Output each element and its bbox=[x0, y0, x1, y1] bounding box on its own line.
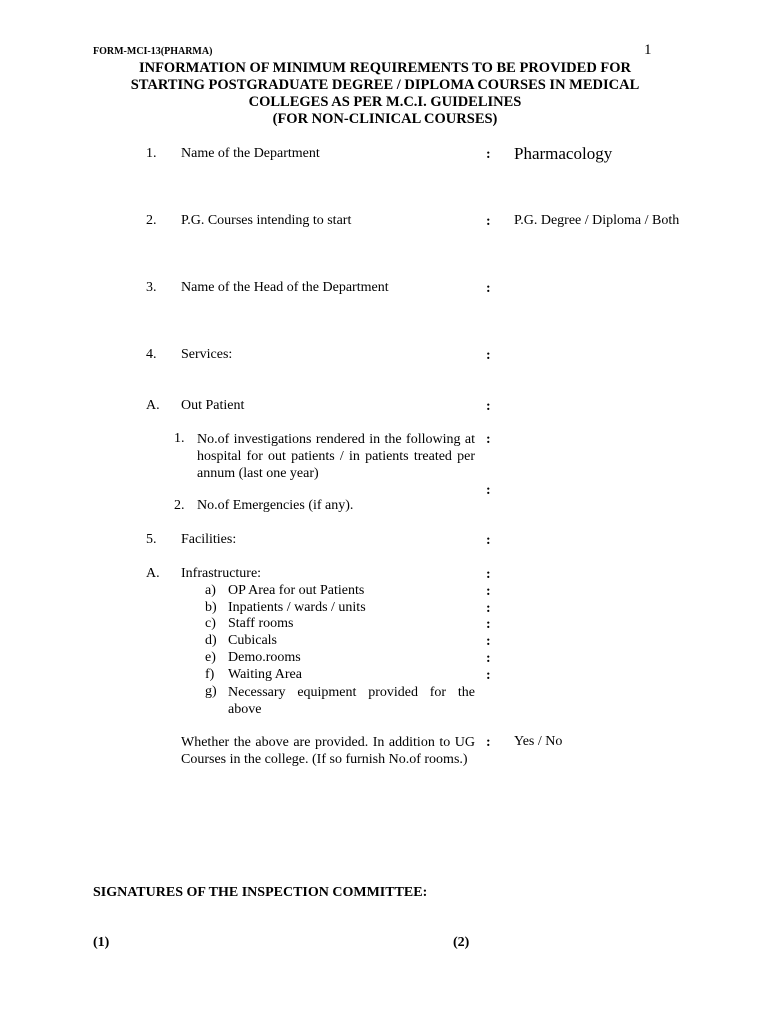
subitem-f-colon: : bbox=[486, 668, 491, 683]
title-line-2: STARTING POSTGRADUATE DEGREE / DIPLOMA COURSES IN MEDICAL bbox=[130, 77, 640, 93]
subitem-c-colon: : bbox=[486, 617, 491, 632]
subitem-c-letter: c) bbox=[205, 616, 216, 631]
investigations-number: 1. bbox=[174, 431, 185, 446]
form-code: FORM-MCI-13(PHARMA) bbox=[93, 46, 213, 57]
facilities-colon: : bbox=[486, 533, 491, 548]
subitem-g-label bbox=[228, 684, 475, 718]
subitem-g-letter: g) bbox=[205, 684, 217, 699]
infrastructure-colon: : bbox=[486, 567, 491, 582]
subitem-a-letter: a) bbox=[205, 583, 216, 598]
section-a-number: A. bbox=[146, 398, 160, 413]
item-4-number: 4. bbox=[146, 347, 157, 362]
item-5-number: 5. bbox=[146, 532, 157, 547]
investigations-colon: : bbox=[486, 432, 491, 447]
item-1-colon: : bbox=[486, 147, 491, 162]
document-title bbox=[80, 60, 690, 128]
item-1-number: 1. bbox=[146, 146, 157, 161]
item-2-colon: : bbox=[486, 214, 491, 229]
item-4-colon: : bbox=[486, 348, 491, 363]
item-3-label: Name of the Head of the Department bbox=[181, 280, 389, 295]
emergencies-label: No.of Emergencies (if any). bbox=[197, 498, 354, 513]
subitem-d-colon: : bbox=[486, 634, 491, 649]
out-patient-label: Out Patient bbox=[181, 398, 245, 413]
facilities-label: Facilities: bbox=[181, 532, 237, 547]
subitem-a-colon: : bbox=[486, 584, 491, 599]
subitem-e-label: Demo.rooms bbox=[228, 650, 301, 665]
emergencies-colon: : bbox=[486, 483, 491, 498]
subitem-b-label: Inpatients / wards / units bbox=[228, 600, 366, 615]
subitem-b-letter: b) bbox=[205, 600, 217, 615]
signatures-title: SIGNATURES OF THE INSPECTION COMMITTEE: bbox=[93, 885, 428, 900]
signature-2-label: (2) bbox=[453, 935, 470, 950]
title-line-4: (FOR NON-CLINICAL COURSES) bbox=[272, 111, 498, 127]
item-3-number: 3. bbox=[146, 280, 157, 295]
investigations-text bbox=[197, 431, 475, 482]
subitem-c-label: Staff rooms bbox=[228, 616, 294, 631]
subitem-d-letter: d) bbox=[205, 633, 217, 648]
item-3-colon: : bbox=[486, 281, 491, 296]
whether-provided-text bbox=[181, 734, 475, 768]
item-2-number: 2. bbox=[146, 213, 157, 228]
infrastructure-number: A. bbox=[146, 566, 160, 581]
item-4-label: Services: bbox=[181, 347, 233, 362]
signature-1-label: (1) bbox=[93, 935, 110, 950]
subitem-a-label: OP Area for out Patients bbox=[228, 583, 365, 598]
title-line-1: INFORMATION OF MINIMUM REQUIREMENTS TO BE PROVIDED FOR bbox=[138, 60, 632, 76]
item-1-label: Name of the Department bbox=[181, 146, 320, 161]
subitem-e-letter: e) bbox=[205, 650, 216, 665]
yes-no-value: Yes / No bbox=[514, 734, 563, 749]
item-2-label: P.G. Courses intending to start bbox=[181, 213, 352, 228]
subitem-f-letter: f) bbox=[205, 667, 215, 682]
courses-value: P.G. Degree / Diploma / Both bbox=[514, 213, 680, 228]
subitem-d-label: Cubicals bbox=[228, 633, 277, 648]
department-value: Pharmacology bbox=[514, 144, 613, 163]
emergencies-number: 2. bbox=[174, 498, 185, 513]
title-line-3: COLLEGES AS PER M.C.I. GUIDELINES bbox=[248, 94, 522, 110]
subitem-e-colon: : bbox=[486, 651, 491, 666]
whether-provided-body: Whether the above are provided. In addition to UG Courses in the college. (If so furnish No.of rooms.) bbox=[181, 735, 475, 767]
whether-colon: : bbox=[486, 735, 491, 750]
investigations-text-body: No.of investigations rendered in the following at hospital for out patients / in patients treated per annum (last one year) bbox=[197, 432, 475, 481]
page-number: 1 bbox=[644, 42, 652, 58]
subitem-f-label: Waiting Area bbox=[228, 667, 302, 682]
infrastructure-label: Infrastructure: bbox=[181, 566, 262, 581]
subitem-g-label-text: Necessary equipment provided for the above bbox=[228, 685, 475, 717]
subitem-b-colon: : bbox=[486, 601, 491, 616]
out-patient-colon: : bbox=[486, 399, 491, 414]
